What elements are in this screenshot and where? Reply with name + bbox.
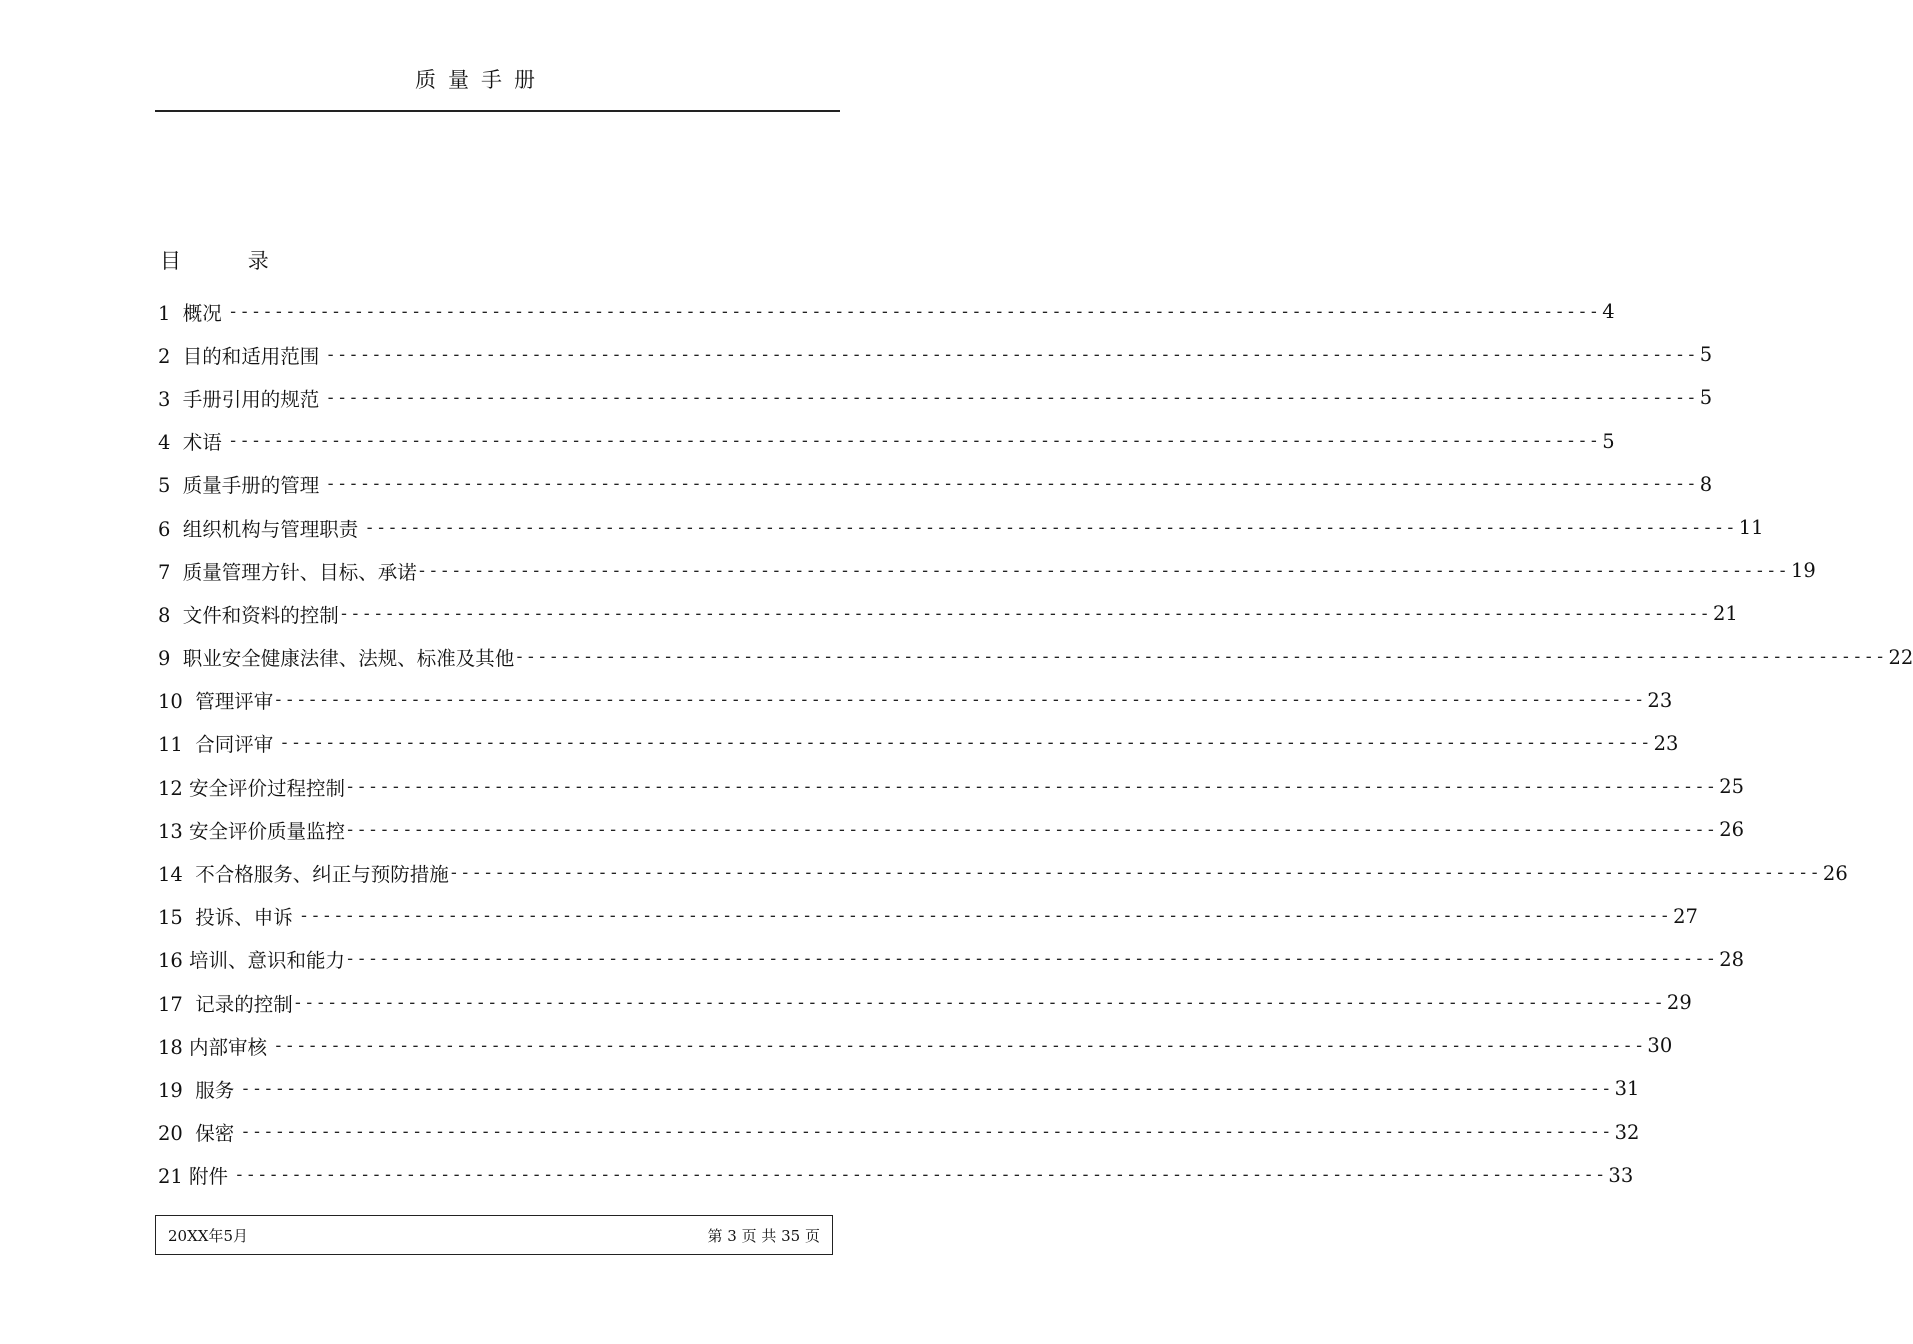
toc-entry-page: 4	[1602, 300, 1615, 324]
page-footer	[155, 1215, 833, 1255]
table-of-contents	[158, 290, 1913, 1197]
toc-entry-page: 5	[1699, 386, 1713, 410]
toc-entry[interactable]	[158, 981, 1692, 1024]
toc-dot-leader: ------------------------------------------------------------------------------------------------------------------------	[279, 733, 1652, 754]
toc-entry-label: 16 培训、意识和能力	[158, 949, 346, 973]
toc-entry[interactable]	[158, 333, 1713, 376]
toc-entry-page: 23	[1647, 688, 1673, 712]
toc-dot-leader: ------------------------------------------------------------------------------------------------------------------------	[228, 431, 1601, 452]
toc-dot-leader: ------------------------------------------------------------------------------------------------------------------------	[240, 1078, 1613, 1099]
toc-entry[interactable]	[158, 636, 1913, 679]
toc-dot-leader: ------------------------------------------------------------------------------------------------------------------------	[325, 474, 1698, 495]
toc-entry[interactable]	[158, 1067, 1640, 1110]
toc-dot-leader: ------------------------------------------------------------------------------------------------------------------------	[345, 819, 1718, 840]
footer-page-number: 第 3 页 共 35 页	[707, 1227, 820, 1245]
toc-dot-leader: ------------------------------------------------------------------------------------------------------------------------	[416, 560, 1789, 581]
toc-dot-leader: ------------------------------------------------------------------------------------------------------------------------	[273, 690, 1646, 711]
toc-entry-page: 26	[1719, 818, 1745, 842]
toc-dot-leader: ------------------------------------------------------------------------------------------------------------------------	[345, 949, 1718, 970]
toc-entry-page: 32	[1614, 1120, 1640, 1144]
toc-entry[interactable]	[158, 1024, 1673, 1067]
toc-entry[interactable]	[158, 592, 1738, 635]
toc-entry-page: 8	[1699, 472, 1713, 496]
toc-entry-page: 23	[1653, 731, 1679, 755]
toc-dot-leader: ------------------------------------------------------------------------------------------------------------------------	[292, 992, 1665, 1013]
toc-entry-label: 14 不合格服务、纠正与预防措施	[158, 863, 449, 887]
toc-dot-leader: ------------------------------------------------------------------------------------------------------------------------	[448, 863, 1821, 884]
toc-entry-page: 5	[1602, 429, 1615, 453]
toc-entry[interactable]	[158, 376, 1713, 419]
page-header-title: 质量手册	[415, 68, 547, 92]
toc-entry-label: 15 投诉、申诉	[158, 906, 299, 930]
toc-entry-label: 21 附件	[158, 1165, 235, 1189]
toc-entry-page: 11	[1738, 516, 1764, 540]
toc-entry[interactable]	[158, 463, 1713, 506]
toc-entry-label: 8 文件和资料的控制	[158, 603, 339, 627]
toc-dot-leader: ------------------------------------------------------------------------------------------------------------------------	[338, 603, 1711, 624]
toc-entry-label: 20 保密	[158, 1122, 241, 1146]
toc-entry-page: 5	[1699, 343, 1713, 367]
toc-dot-leader: ------------------------------------------------------------------------------------------------------------------------	[240, 1122, 1613, 1143]
toc-entry-label: 11 合同评审	[158, 733, 280, 757]
toc-entry[interactable]	[158, 895, 1698, 938]
toc-entry-page: 19	[1791, 559, 1816, 583]
toc-entry-label: 1 概况	[158, 301, 229, 325]
toc-entry-label: 5 质量手册的管理	[158, 474, 326, 498]
toc-entry[interactable]	[158, 420, 1615, 463]
toc-entry[interactable]	[158, 765, 1745, 808]
toc-entry-label: 7 质量管理方针、目标、承诺	[158, 560, 417, 584]
toc-entry-label: 2 目的和适用范围	[158, 344, 326, 368]
toc-dot-leader: ------------------------------------------------------------------------------------------------------------------------	[325, 387, 1698, 408]
header-divider	[155, 110, 840, 112]
toc-dot-leader: ------------------------------------------------------------------------------------------------------------------------	[514, 647, 1887, 668]
toc-entry[interactable]	[158, 1154, 1634, 1197]
toc-entry[interactable]	[158, 290, 1615, 333]
toc-dot-leader: ------------------------------------------------------------------------------------------------------------------------	[345, 776, 1718, 797]
toc-entry-page: 28	[1719, 947, 1745, 971]
toc-entry-page: 29	[1666, 991, 1692, 1015]
toc-entry-label: 13 安全评价质量监控	[158, 819, 346, 843]
toc-entry[interactable]	[158, 938, 1745, 981]
toc-heading: 目 录	[160, 249, 269, 273]
toc-dot-leader: ------------------------------------------------------------------------------------------------------------------------	[234, 1165, 1607, 1186]
toc-entry-page: 22	[1888, 645, 1913, 669]
toc-entry-label: 10 管理评审	[158, 690, 274, 714]
toc-entry[interactable]	[158, 549, 1816, 592]
toc-entry[interactable]	[158, 722, 1679, 765]
toc-entry-page: 30	[1647, 1034, 1673, 1058]
toc-dot-leader: ------------------------------------------------------------------------------------------------------------------------	[273, 1035, 1646, 1056]
toc-entry-label: 18 内部审核	[158, 1035, 274, 1059]
toc-entry[interactable]	[158, 679, 1673, 722]
toc-entry-label: 9 职业安全健康法律、法规、标准及其他	[158, 647, 515, 671]
toc-entry[interactable]	[158, 1111, 1640, 1154]
toc-entry-label: 4 术语	[158, 431, 229, 455]
toc-entry-page: 33	[1608, 1163, 1634, 1187]
toc-entry[interactable]	[158, 808, 1745, 851]
toc-dot-leader: ------------------------------------------------------------------------------------------------------------------------	[298, 906, 1672, 927]
toc-entry-page: 26	[1822, 861, 1848, 885]
toc-entry[interactable]	[158, 851, 1848, 894]
toc-dot-leader: ------------------------------------------------------------------------------------------------------------------------	[325, 344, 1698, 365]
toc-entry-label: 12 安全评价过程控制	[158, 776, 346, 800]
toc-entry-page: 31	[1614, 1077, 1640, 1101]
toc-entry-page: 27	[1673, 904, 1698, 928]
toc-entry-label: 17 记录的控制	[158, 992, 293, 1016]
toc-entry[interactable]	[158, 506, 1764, 549]
toc-dot-leader: ------------------------------------------------------------------------------------------------------------------------	[228, 301, 1601, 322]
footer-date: 20XX年5月	[168, 1227, 248, 1245]
toc-entry-label: 6 组织机构与管理职责	[158, 517, 365, 541]
toc-entry-page: 25	[1719, 775, 1745, 799]
toc-entry-page: 21	[1713, 602, 1738, 626]
toc-dot-leader: ------------------------------------------------------------------------------------------------------------------------	[364, 517, 1737, 538]
toc-entry-label: 3 手册引用的规范	[158, 387, 326, 411]
toc-entry-label: 19 服务	[158, 1078, 241, 1102]
